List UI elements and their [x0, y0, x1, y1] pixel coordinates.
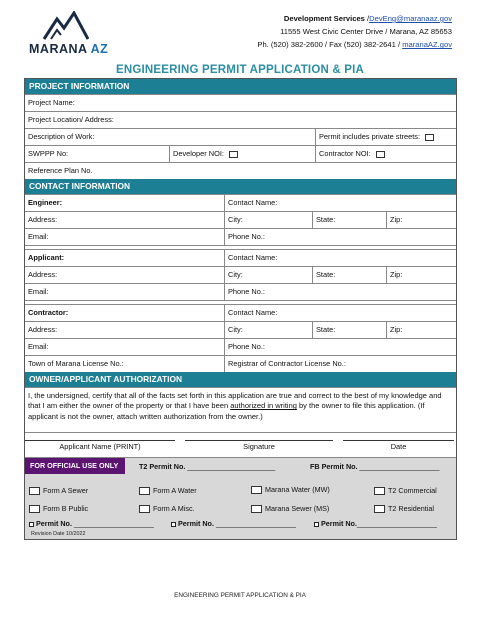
- checkbox[interactable]: [139, 505, 150, 513]
- private-streets-field: Permit includes private streets:: [315, 129, 456, 145]
- signature-row: [25, 432, 456, 457]
- checkbox[interactable]: [374, 487, 385, 495]
- checkbox[interactable]: [29, 522, 34, 527]
- contact-address-block: Development Services /DevEng@maranaaz.gov 11555 West Civic Center Drive / Marana, AZ 85653 Ph. (520) 382-2600 / Fax (520) 382-2641 / maranaAZ.gov: [257, 14, 452, 50]
- applicant-name-line[interactable]: Applicant Name (PRINT): [25, 440, 175, 451]
- contractor-contact-name[interactable]: Contact Name:: [224, 305, 456, 321]
- engineer-contact-name[interactable]: Contact Name:: [224, 195, 456, 211]
- contractor-field[interactable]: Contractor:: [28, 308, 69, 317]
- t2-commercial-option[interactable]: T2 Commercial: [374, 486, 437, 495]
- form-a-sewer-option[interactable]: Form A Sewer: [29, 486, 88, 495]
- contractor-state[interactable]: State:: [312, 322, 386, 338]
- permit-field-1[interactable]: Permit No. ____________________: [29, 519, 154, 528]
- checkbox[interactable]: [29, 505, 40, 513]
- checkbox[interactable]: [251, 486, 262, 494]
- checkbox[interactable]: [251, 505, 262, 513]
- date-line[interactable]: Date: [343, 440, 454, 451]
- website-link[interactable]: maranaAZ.gov: [402, 40, 452, 50]
- certification-text: I, the undersigned, certify that all of the facts set forth in this application are true and correct to the best of my knowledge and that I am either the owner of the property or that I have been authorized in writing by the owner to file this application. (If applicant is not the owner, attach written authorization from the owner.): [25, 387, 456, 432]
- engineer-state[interactable]: State:: [312, 212, 386, 228]
- applicant-address[interactable]: Address:: [28, 270, 58, 279]
- contractor-address[interactable]: Address:: [28, 325, 58, 334]
- revision-date: Revision Date 10/2022: [31, 531, 86, 537]
- form-a-water-option[interactable]: Form A Water: [139, 486, 197, 495]
- section-contact-info: CONTACT INFORMATION: [25, 179, 456, 194]
- form-b-public-option[interactable]: Form B Public: [29, 504, 88, 513]
- applicant-state[interactable]: State:: [312, 267, 386, 283]
- applicant-zip[interactable]: Zip:: [386, 267, 456, 283]
- mountain-icon: [43, 11, 89, 41]
- logo-wordmark: MARANA AZ: [29, 42, 109, 56]
- contractor-city[interactable]: City:: [224, 322, 312, 338]
- marana-sewer-option[interactable]: Marana Sewer (MS): [251, 504, 329, 513]
- checkbox[interactable]: [171, 522, 176, 527]
- project-location-field[interactable]: Project Location/ Address:: [28, 115, 114, 124]
- developer-noi-checkbox[interactable]: [229, 151, 238, 158]
- permit-field-2[interactable]: Permit No. ____________________: [171, 519, 296, 528]
- contractor-noi-checkbox[interactable]: [376, 151, 385, 158]
- page-footer: ENGINEERING PERMIT APPLICATION & PIA: [174, 592, 306, 599]
- swppp-field[interactable]: SWPPP No:: [28, 149, 69, 158]
- contractor-email[interactable]: Email:: [28, 342, 49, 351]
- marana-license-field[interactable]: Town of Marana License No.:: [28, 359, 124, 368]
- project-name-field[interactable]: Project Name:: [28, 98, 75, 107]
- marana-water-option[interactable]: Marana Water (MW): [251, 485, 330, 494]
- engineer-email[interactable]: Email:: [28, 232, 49, 241]
- applicant-phone[interactable]: Phone No.:: [224, 284, 456, 300]
- t2-permit-field[interactable]: T2 Permit No. ______________________: [139, 462, 276, 471]
- applicant-field[interactable]: Applicant:: [28, 253, 65, 262]
- official-use-label: FOR OFFICIAL USE ONLY: [25, 458, 125, 474]
- applicant-city[interactable]: City:: [224, 267, 312, 283]
- permit-form: [24, 78, 457, 540]
- private-streets-checkbox[interactable]: [425, 134, 434, 141]
- street-address: 11555 West Civic Center Drive / Marana, AZ 85653: [280, 27, 452, 37]
- permit-field-3[interactable]: Permit No.____________________: [314, 519, 437, 528]
- engineer-address[interactable]: Address:: [28, 215, 58, 224]
- checkbox[interactable]: [314, 522, 319, 527]
- description-field[interactable]: Description of Work:: [28, 132, 95, 141]
- engineer-city[interactable]: City:: [224, 212, 312, 228]
- signature-line[interactable]: Signature: [185, 440, 333, 451]
- fb-permit-field[interactable]: FB Permit No. ____________________: [310, 462, 440, 471]
- contractor-noi-field: Contractor NOI:: [315, 146, 456, 162]
- section-authorization: OWNER/APPLICANT AUTHORIZATION: [25, 372, 456, 387]
- engineer-field[interactable]: Engineer:: [28, 198, 63, 207]
- marana-logo: [29, 11, 109, 58]
- section-project-info: PROJECT INFORMATION: [25, 79, 456, 94]
- checkbox[interactable]: [139, 487, 150, 495]
- phone-fax: Ph. (520) 382-2600 / Fax (520) 382-2641 /: [257, 40, 401, 50]
- contractor-zip[interactable]: Zip:: [386, 322, 456, 338]
- contractor-phone[interactable]: Phone No.:: [224, 339, 456, 355]
- t2-residential-option[interactable]: T2 Residential: [374, 504, 434, 513]
- engineer-phone[interactable]: Phone No.:: [224, 229, 456, 245]
- department-name: Development Services: [283, 14, 365, 23]
- reference-plan-field[interactable]: Reference Plan No.: [28, 166, 93, 175]
- checkbox[interactable]: [374, 505, 385, 513]
- applicant-contact-name[interactable]: Contact Name:: [224, 250, 456, 266]
- engineer-zip[interactable]: Zip:: [386, 212, 456, 228]
- official-use-block: [25, 457, 456, 539]
- registrar-license-field[interactable]: Registrar of Contractor License No.:: [224, 356, 456, 372]
- applicant-email[interactable]: Email:: [28, 287, 49, 296]
- email-link[interactable]: DevEng@maranaaz.gov: [369, 14, 452, 23]
- checkbox[interactable]: [29, 487, 40, 495]
- developer-noi-field: Developer NOI:: [169, 146, 315, 162]
- form-a-misc-option[interactable]: Form A Misc.: [139, 504, 195, 513]
- form-title: ENGINEERING PERMIT APPLICATION & PIA: [115, 64, 365, 76]
